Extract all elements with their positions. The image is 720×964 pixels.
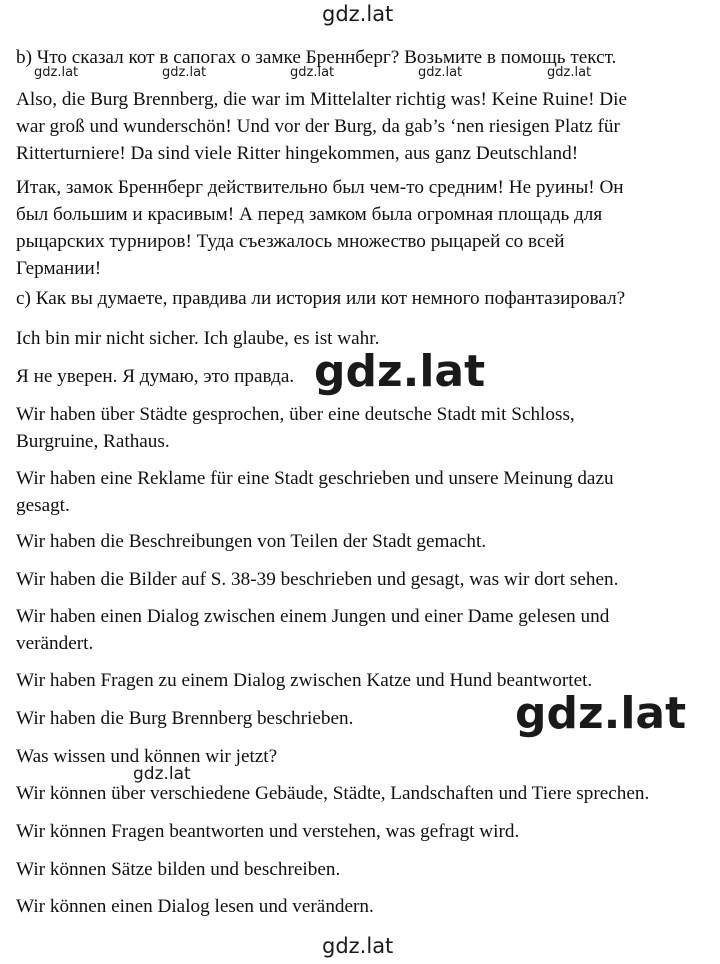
text-line: Ich bin mir nicht sicher. Ich glaube, es ist wahr. bbox=[16, 328, 380, 349]
text-line: был большим и красивым! А перед замком была огромная площадь для bbox=[16, 204, 603, 225]
task-b-question bbox=[16, 44, 706, 71]
summary-paragraph bbox=[16, 528, 706, 555]
text-line: Wir haben einen Dialog zwischen einem Jungen und einer Dame gelesen und bbox=[16, 606, 610, 627]
summary-paragraph bbox=[16, 401, 706, 455]
text-line: рыцарских турниров! Туда съезжалось множество рыцарей со всей bbox=[16, 231, 565, 252]
text-line: Wir haben die Beschreibungen von Teilen der Stadt gemacht. bbox=[16, 531, 487, 552]
watermark-top: gdz.lat bbox=[322, 2, 394, 26]
watermark-small: gdz.lat bbox=[290, 65, 335, 80]
text-line: Wir haben die Burg Brennberg beschrieben. bbox=[16, 708, 354, 729]
text-line: Wir können Fragen beantworten und verstehen, was gefragt wird. bbox=[16, 821, 520, 842]
text-line: Итак, замок Бреннберг действительно был чем-то средним! Не руины! Он bbox=[16, 177, 624, 198]
watermark-medium: gdz.lat bbox=[133, 764, 191, 784]
knowledge-item bbox=[16, 818, 706, 845]
watermark-small: gdz.lat bbox=[162, 65, 207, 80]
german-answer-b bbox=[16, 86, 706, 167]
text-line: gesagt. bbox=[16, 495, 70, 516]
task-c-question bbox=[16, 285, 706, 312]
watermark-small: gdz.lat bbox=[418, 65, 463, 80]
watermark-bottom: gdz.lat bbox=[322, 934, 394, 958]
text-line: Wir können Sätze bilden und beschreiben. bbox=[16, 859, 341, 880]
watermark-small: gdz.lat bbox=[34, 65, 79, 80]
watermark-small: gdz.lat bbox=[547, 65, 592, 80]
text-line: Was wissen und können wir jetzt? bbox=[16, 746, 278, 767]
watermark-large: gdz.lat bbox=[515, 688, 687, 739]
text-line: Also, die Burg Brennberg, die war im Mittelalter richtig was! Keine Ruine! Die bbox=[16, 89, 628, 110]
text-line: Wir können über verschiedene Gebäude, Städte, Landschaften und Tiere sprechen. bbox=[16, 783, 650, 804]
knowledge-question bbox=[16, 743, 706, 770]
summary-paragraph bbox=[16, 465, 706, 519]
text-line: Германии! bbox=[16, 258, 102, 279]
text-line: Wir haben über Städte gesprochen, über eine deutsche Stadt mit Schloss, bbox=[16, 404, 575, 425]
russian-translation-b bbox=[16, 174, 706, 282]
text-line: Я не уверен. Я думаю, это правда. bbox=[16, 366, 295, 387]
summary-paragraph bbox=[16, 566, 706, 593]
summary-paragraph bbox=[16, 603, 706, 657]
text-line: c) Как вы думаете, правдива ли история или кот немного пофантазировал? bbox=[16, 288, 626, 309]
watermark-large: gdz.lat bbox=[314, 346, 486, 397]
text-line: Wir haben Fragen zu einem Dialog zwischen Katze und Hund beantwortet. bbox=[16, 670, 593, 691]
text-line: Ritterturniere! Da sind viele Ritter hingekommen, aus ganz Deutschland! bbox=[16, 143, 579, 164]
text-line: Burgruine, Rathaus. bbox=[16, 431, 170, 452]
knowledge-item bbox=[16, 856, 706, 883]
text-line: Wir haben eine Reklame für eine Stadt geschrieben und unsere Meinung dazu bbox=[16, 468, 614, 489]
text-line: b) Что сказал кот в сапогах о замке Бреннберг? Возьмите в помощь текст. bbox=[16, 47, 617, 68]
knowledge-item bbox=[16, 780, 706, 807]
text-line: Wir können einen Dialog lesen und verändern. bbox=[16, 896, 374, 917]
text-line: Wir haben die Bilder auf S. 38-39 beschrieben und gesagt, was wir dort sehen. bbox=[16, 569, 619, 590]
text-line: verändert. bbox=[16, 633, 94, 654]
knowledge-item bbox=[16, 893, 706, 920]
text-line: war groß und wunderschön! Und vor der Burg, da gab’s ‘nen riesigen Platz für bbox=[16, 116, 620, 137]
